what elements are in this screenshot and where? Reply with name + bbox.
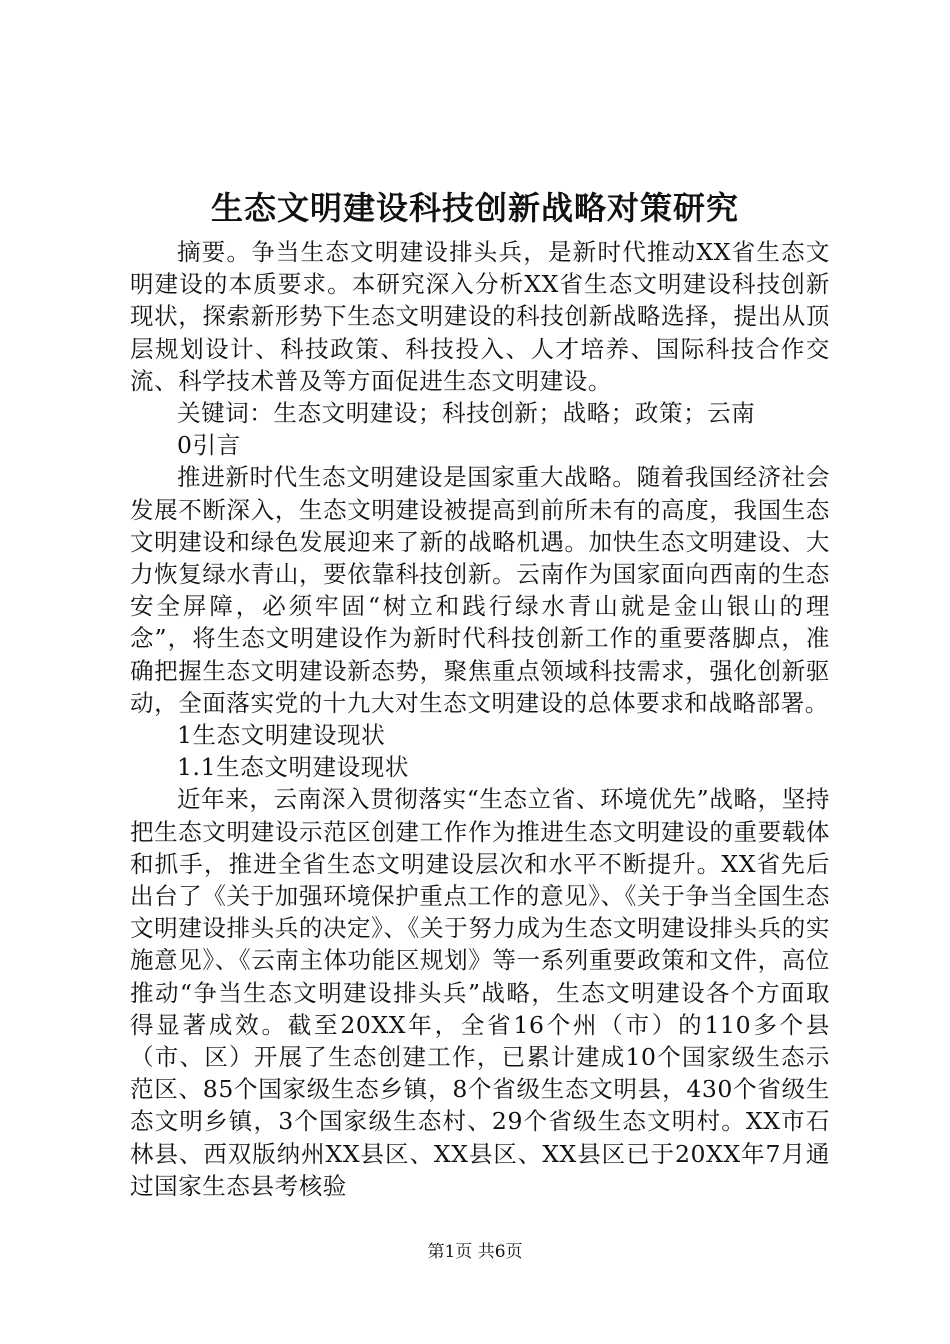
document-title: 生态文明建设科技创新战略对策研究 xyxy=(210,189,739,227)
page-number-footer: 第1页 共6页 xyxy=(427,1242,523,1262)
section-heading-intro: 0引言 xyxy=(177,431,241,460)
keywords-paragraph: 关键词：生态文明建设；科技创新；战略；政策；云南 xyxy=(177,399,756,428)
abstract-paragraph: 摘要。争当生态文明建设排头兵，是新时代推动XX省生态文明建设的本质要求。本研究深入分析XX省生态文明建设科技创新现状，探索新形势下生态文明建设的科技创新战略选择，提出从顶层规划设计、科技政策、科技投入、人才培养、国际科技合作交流、科学技术普及等方面促进生态文明建设。 xyxy=(130,238,830,395)
document-body xyxy=(130,236,830,1202)
section-heading-1: 1生态文明建设现状 xyxy=(177,721,386,750)
subsection-heading-1-1: 1.1生态文明建设现状 xyxy=(177,753,409,782)
intro-paragraph: 推进新时代生态文明建设是国家重大战略。随着我国经济社会发展不断深入，生态文明建设被提高到前所未有的高度，我国生态文明建设和绿色发展迎来了新的战略机遇。加快生态文明建设、大力恢复绿水青山，要依靠科技创新。云南作为国家面向西南的生态安全屏障，必须牢固“树立和践行绿水青山就是金山银山的理念”，将生态文明建设作为新时代科技创新工作的重要落脚点，准确把握生态文明建设新态势，聚焦重点领域科技需求，强化创新驱动，全面落实党的十九大对生态文明建设的总体要求和战略部署。 xyxy=(130,463,830,717)
status-paragraph: 近年来，云南深入贯彻落实“生态立省、环境优先”战略，坚持把生态文明建设示范区创建工作作为推进生态文明建设的重要载体和抓手，推进全省生态文明建设层次和水平不断提升。XX省先后出台了《关于加强环境保护重点工作的意见》、《关于争当全国生态文明建设排头兵的决定》、《关于努力成为生态文明建设排头兵的实施意见》、《云南主体功能区规划》等一系列重要政策和文件，高位推动“争当生态文明建设排头兵”战略，生态文明建设各个方面取得显著成效。截至20XX年，全省16个州（市）的110多个县（市、区）开展了生态创建工作，已累计建成10个国家级生态示范区、85个国家级生态乡镇，8个省级生态文明县，430个省级生态文明乡镇，3个国家级生态村、29个省级生态文明村。XX市石林县、西双版纳州XX县区、XX县区、XX县区已于20XX年7月通过国家生态县考核验 xyxy=(130,785,830,1200)
